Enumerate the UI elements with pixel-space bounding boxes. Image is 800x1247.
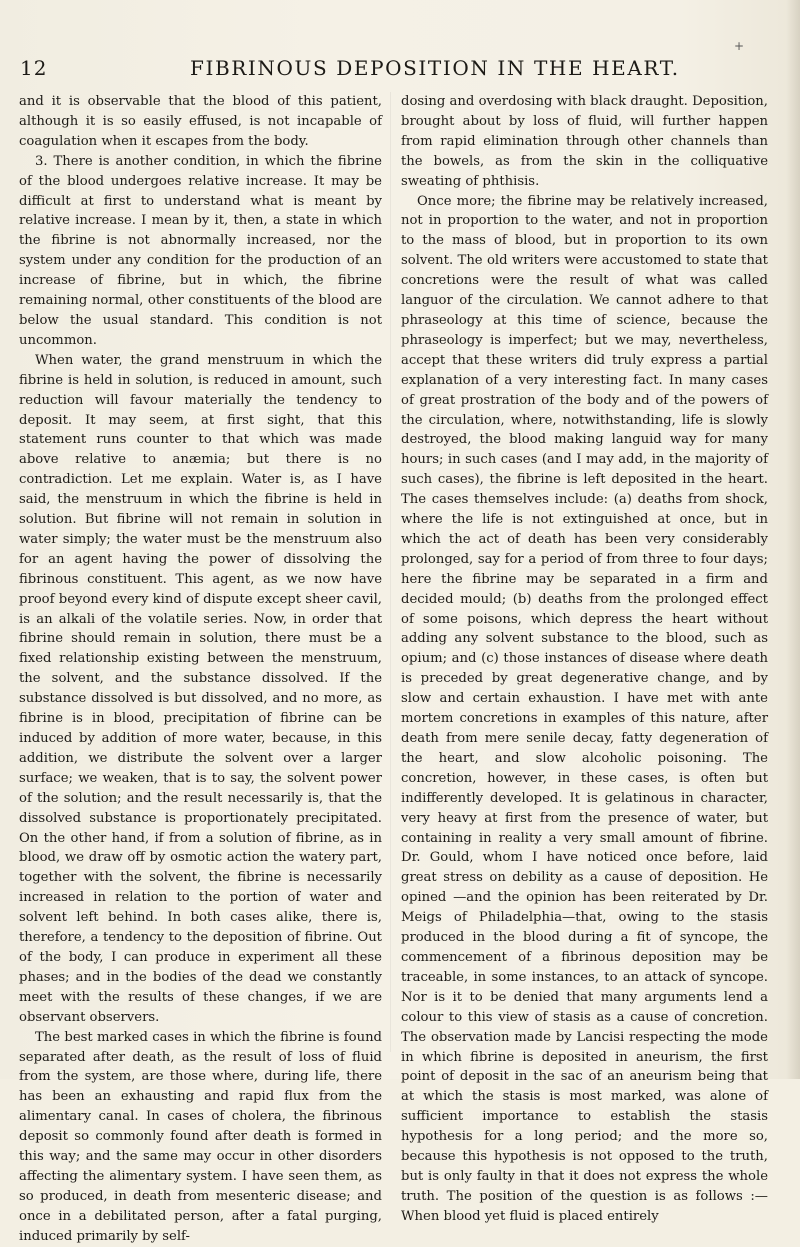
- column-gutter: [390, 92, 391, 1052]
- running-head: FIBRINOUS DEPOSITION IN THE HEART.: [190, 56, 680, 80]
- paragraph: Once more; the fibrine may be relatively increased, not in proportion to the water, and not in proportion to the mass of blood, but in proportion to its own solvent. The old writers were accustomed to state that concretions were the result of what was called languor of the circulation. We cannot adhere to that phraseology at this time of science, because the phraseology is imperfect; but we may, nevertheless, accept that these writers did truly express a partial explanation of a very interesting fact. In many cases of great prostration of the body and of the powers of the circulation, where, notwithstanding, life is slowly destroyed, the blood making languid way for many hours; in such cases (and I may add, in the majority of such cases), the fibrine is left deposited in the heart. The cases themselves include: (a) deaths from shock, where the life is not extinguished at once, but in which the act of death has been very considerably prolonged, say for a period of from three to four days; here the fibrine may be separated in a firm and decided mould; (b) deaths from the prolonged effect of some poisons, which depress the heart without adding any solvent substance to the blood, such as opium; and (c) those instances of disease where death is preceded by great degenerative change, and by slow and certain exhaustion. I have met with ante mortem concretions in examples of this nature, after death from mere senile decay, fatty degeneration of the heart, and slow alcoholic poisoning. The concretion, however, in these cases, is often but indifferently developed. It is gelatinous in character, very heavy at first from the presence of water, but containing in reality a very small amount of fibrine. Dr. Gould, whom I have noticed once before, laid great stress on debility as a cause of deposition. He opined —and the opinion has been reiterated by Dr. Meigs of Philadelphia—that, owing to the stasis produced in the blood during a fit of syncope, the commencement of a fibrinous deposition may be traceable, in some instances, to an attack of syncope. Nor is it to be denied that many arguments lend a colour to this view of stasis as a cause of concretion. The observation made by Lancisi respecting the mode in which fibrine is deposited in aneurism, the first point of deposit in the sac of an aneurism being that at which the stasis is most marked, was alone of sufficient importance to establish the stasis hypothesis for a long period; and the more so, because this hypothesis is not opposed to the truth, but is only faulty in that it does not express the whole truth. The position of the question is as follows :—When blood yet fluid is placed entirely: [401, 193, 768, 1224]
- paragraph: The best marked cases in which the fibrine is found separated after death, as the result of loss of fluid from the system, are those where, during life, there has been an exhausting and rapid flux from the alimentary canal. In cases of cholera, the fibrinous deposit so commonly found after death is formed in this way; and the same may occur in other disorders affecting the alimentary system. I have seen them, as so produced, in death from mesenteric disease; and once in a debilitated person, after a fatal purging, induced primarily by self-: [19, 1029, 382, 1244]
- margin-mark: +: [734, 39, 745, 53]
- left-column: [19, 92, 382, 1244]
- paragraph: 3. There is another condition, in which the fibrine of the blood undergoes relative increase. It may be difficult at first to understand what is meant by relative increase. I mean by it, then, a state in which the fibrine is not abnormally increased, nor the system under any condition for the production of an increase of fibrine, but in which, the fibrine remaining normal, other constituents of the blood are below the usual standard. This condition is not uncommon.: [19, 153, 382, 348]
- paragraph: dosing and overdosing with black draught. Deposition, brought about by loss of fluid, will further happen from rapid elimination through other channels than the bowels, as from the skin in the colliquative sweating of phthisis.: [401, 94, 768, 189]
- page-edge-shadow: [786, 0, 800, 1079]
- right-column: [401, 92, 768, 1224]
- page-number: 12: [20, 56, 48, 80]
- page-header: [20, 56, 788, 82]
- paragraph: When water, the grand menstruum in which the fibrine is held in solution, is reduced in amount, such reduction will favour materially the tendency to deposit. It may seem, at first sight, that this statement runs counter to that which was made above relative to anæmia; but there is no contradiction. Let me explain. Water is, as I have said, the menstruum in which the fibrine is held in solution. But fibrine will not remain in solution in water simply; the water must be the menstruum also for an agent having the power of dissolving the fibrinous constituent. This agent, as we now have proof beyond every kind of dispute except sheer cavil, is an alkali of the volatile series. Now, in order that fibrine should remain in solution, there must be a fixed relationship existing between the menstruum, the solvent, and the substance dissolved. If the substance dissolved is but dissolved, and no more, as fibrine is in blood, precipitation of fibrine can be induced by addition of more water, because, in this addition, we distribute the solvent over a larger surface; we weaken, that is to say, the solvent power of the solution; and the result necessarily is, that the dissolved substance is proportionately precipitated. On the other hand, if from a solution of fibrine, as in blood, we draw off by osmotic action the watery part, together with the solvent, the fibrine is necessarily increased in relation to the portion of water and solvent left behind. In both cases alike, there is, therefore, a tendency to the deposition of fibrine. Out of the body, I can produce in experiment all these phases; and in the bodies of the dead we constantly meet with the results of these changes, if we are observant observers.: [19, 352, 382, 1025]
- paragraph: and it is observable that the blood of this patient, although it is so easily effused, is not incapable of coagulation when it escapes from the body.: [19, 94, 382, 149]
